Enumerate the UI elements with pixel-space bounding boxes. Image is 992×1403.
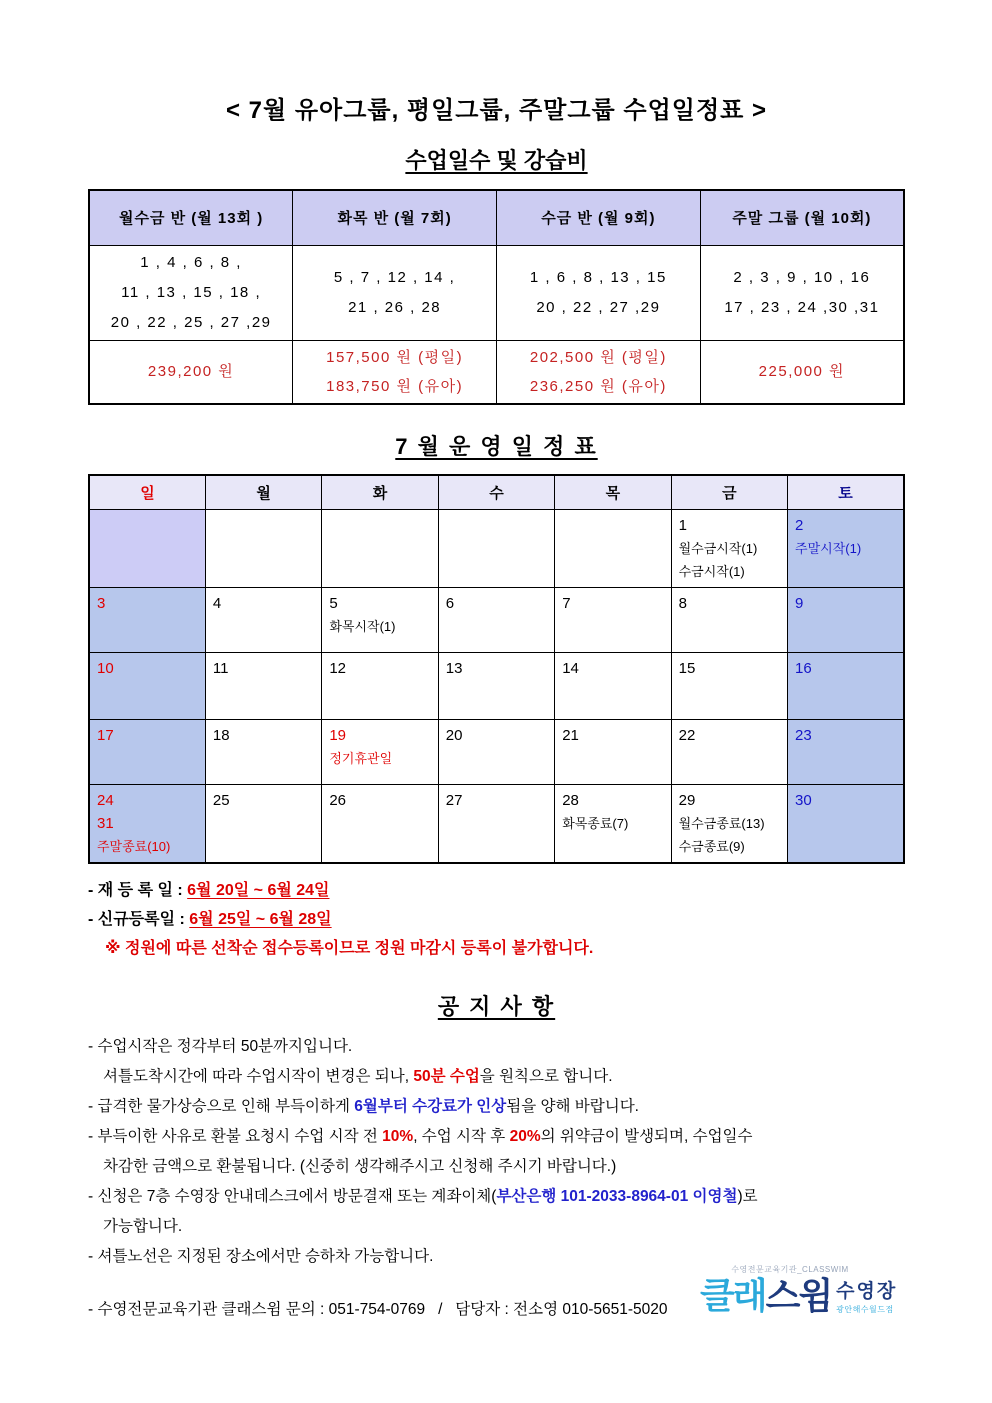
day-number: 11	[212, 659, 229, 677]
day-number: 16	[795, 659, 812, 677]
reregistration-label: - 재 등 록 일 :	[88, 881, 188, 899]
day-number: 13	[445, 659, 463, 677]
weekday-sunday: 일	[89, 475, 205, 509]
calendar-cell-jul-19	[322, 719, 438, 784]
calendar-cell-empty	[205, 509, 321, 587]
fee-table-price-row	[89, 340, 904, 404]
day-number: 14	[562, 659, 579, 677]
calendar-cell-jul-17	[89, 719, 205, 784]
reregistration-line	[88, 876, 905, 905]
day-note: 주말시작(1)	[795, 540, 862, 556]
calendar-cell-jul-2	[788, 509, 904, 587]
day-note: 월수금종료(13)	[678, 815, 765, 831]
notice-line: 셔틀도착시간에 따라 수업시작이 변경은 되나, 50분 수업을 원칙으로 합니다.	[103, 1067, 613, 1085]
day-number: 25	[212, 791, 230, 809]
day-number: 9	[795, 594, 804, 612]
weekday-saturday: 토	[788, 475, 904, 509]
day-number: 4	[212, 594, 222, 612]
day-note: 주말종료(10)	[97, 838, 171, 854]
day-number: 24	[97, 791, 114, 809]
logo-suffix: 수영장	[836, 1281, 898, 1302]
day-number: 28	[562, 791, 579, 809]
calendar-week-1	[89, 509, 904, 587]
calendar-week-4	[89, 719, 904, 784]
contact-line: - 수영전문교육기관 클래스윔 문의 : 051-754-0769 / 담당자 : 전소영 010-5651-5020	[88, 1300, 668, 1318]
day-number: 5	[329, 594, 338, 612]
fee-col-header-wf: 수금 반 (월 9회)	[497, 190, 701, 245]
day-number: 20	[445, 726, 463, 744]
logo-right-block	[836, 1276, 897, 1315]
calendar-cell-jul-22	[671, 719, 787, 784]
calendar-cell-jul-27	[438, 784, 554, 863]
calendar-cell-jul-18	[205, 719, 321, 784]
calendar-cell-jul-1	[671, 509, 787, 587]
fee-days-cell-weekend: 2 , 3 , 9 , 10 , 16 17 , 23 , 24 ,30 ,31	[700, 245, 904, 340]
calendar-cell-jul-28	[555, 784, 671, 863]
calendar-cell-empty	[89, 509, 205, 587]
calendar-cell-jul-24-31	[89, 784, 205, 863]
day-note: 화목시작(1)	[329, 618, 396, 634]
day-number: 19	[329, 726, 347, 744]
calendar-cell-jul-14	[555, 652, 671, 719]
calendar-cell-jul-8	[671, 587, 787, 652]
notice-line: - 급격한 물가상승으로 인해 부득이하게 6월부터 수강료가 인상됨을 양해 바랍니다.	[88, 1097, 639, 1115]
day-number: 6	[445, 594, 455, 612]
day-number: 8	[678, 594, 687, 612]
logo-name: 클래스윔	[700, 1275, 832, 1316]
weekday-friday: 금	[671, 475, 787, 509]
classwim-logo	[700, 1264, 942, 1316]
reregistration-period: 6월 20일 ~ 6월 24일	[187, 881, 330, 899]
calendar-cell-jul-10	[89, 652, 205, 719]
notice-line: - 셔틀노선은 지정된 장소에서만 승하차 가능합니다.	[88, 1247, 434, 1265]
fee-price-cell-wf: 202,500 원 (평일) 236,250 원 (유아)	[497, 340, 701, 404]
calendar-cell-jul-13	[438, 652, 554, 719]
day-note: 월수금시작(1)	[678, 540, 758, 556]
day-number: 17	[97, 726, 114, 744]
weekday-thursday: 목	[555, 475, 671, 509]
logo-tagline: 수영전문교육기관_CLASSWIM	[731, 1265, 849, 1274]
calendar-cell-empty	[322, 509, 438, 587]
day-number: 21	[562, 726, 579, 744]
day-note: 정기휴관일	[329, 750, 393, 766]
notice-list	[88, 1032, 905, 1272]
day-number: 22	[678, 726, 696, 744]
notice-line: - 수업시작은 정각부터 50분까지입니다.	[88, 1037, 353, 1055]
day-number: 1	[678, 516, 687, 534]
calendar-cell-jul-12	[322, 652, 438, 719]
calendar-cell-jul-16	[788, 652, 904, 719]
day-number: 30	[795, 791, 812, 809]
weekday-monday: 월	[205, 475, 321, 509]
notice-section-title: 공 지 사 항	[437, 993, 556, 1019]
fee-days-cell-mwf: 1 , 4 , 6 , 8 , 11 , 13 , 15 , 18 , 20 , 22 , 25 , 27 ,29	[89, 245, 293, 340]
day-number: 3	[97, 594, 106, 612]
logo-branch: 광안해수월드점	[836, 1305, 894, 1314]
weekday-wednesday: 수	[438, 475, 554, 509]
calendar-table	[88, 474, 905, 864]
day-number: 18	[212, 726, 230, 744]
new-registration-label: - 신규등록일 :	[88, 910, 190, 928]
day-number: 27	[445, 791, 463, 809]
calendar-cell-jul-9	[788, 587, 904, 652]
calendar-cell-jul-23	[788, 719, 904, 784]
day-number: 2	[795, 516, 804, 534]
registration-warning: ※ 정원에 따른 선착순 접수등록이므로 정원 마감시 등록이 불가합니다.	[105, 939, 594, 957]
calendar-weekday-row	[89, 475, 904, 509]
calendar-cell-jul-4	[205, 587, 321, 652]
registration-section	[88, 876, 905, 963]
fee-price-cell-mwf: 239,200 원	[89, 340, 293, 404]
calendar-week-2	[89, 587, 904, 652]
calendar-cell-jul-11	[205, 652, 321, 719]
calendar-cell-jul-3	[89, 587, 205, 652]
calendar-cell-jul-20	[438, 719, 554, 784]
new-registration-line	[88, 905, 905, 934]
calendar-week-3	[89, 652, 904, 719]
calendar-cell-empty	[555, 509, 671, 587]
fee-col-header-mwf: 월수금 반 (월 13회 )	[89, 190, 293, 245]
page-title: < 7월 유아그룹, 평일그룹, 주말그룹 수업일정표 >	[225, 97, 768, 124]
fee-section-title: 수업일수 및 강습비	[405, 148, 588, 173]
calendar-cell-jul-7	[555, 587, 671, 652]
day-note: 수금종료(9)	[678, 838, 745, 854]
day-number: 23	[795, 726, 812, 744]
calendar-cell-jul-6	[438, 587, 554, 652]
day-number: 12	[329, 659, 347, 677]
calendar-title: 7 월 운 영 일 정 표	[395, 434, 598, 459]
day-note: 수금시작(1)	[678, 563, 745, 579]
calendar-cell-jul-30	[788, 784, 904, 863]
calendar-cell-jul-21	[555, 719, 671, 784]
fee-days-cell-tt: 5 , 7 , 12 , 14 , 21 , 26 , 28	[293, 245, 497, 340]
day-number: 15	[678, 659, 696, 677]
calendar-cell-jul-5	[322, 587, 438, 652]
calendar-cell-jul-25	[205, 784, 321, 863]
calendar-cell-jul-29	[671, 784, 787, 863]
day-number: 26	[329, 791, 347, 809]
weekday-tuesday: 화	[322, 475, 438, 509]
new-registration-period: 6월 25일 ~ 6월 28일	[189, 910, 332, 928]
notice-line: - 부득이한 사유로 환불 요청시 수업 시작 전 10%, 수업 시작 후 20%의 위약금이 발생되며, 수업일수	[88, 1127, 753, 1145]
calendar-cell-jul-15	[671, 652, 787, 719]
fee-table-days-row	[89, 245, 904, 340]
day-number: 10	[97, 659, 114, 677]
day-number: 31	[97, 814, 114, 832]
calendar-week-5	[89, 784, 904, 863]
notice-line: - 신청은 7층 수영장 안내데스크에서 방문결재 또는 계좌이체(부산은행 101-2033-8964-01 이영철)로	[88, 1187, 758, 1205]
day-note: 화목종료(7)	[562, 815, 629, 831]
fee-table-header-row	[89, 190, 904, 245]
fee-table	[88, 189, 905, 405]
logo-name-row	[700, 1276, 942, 1316]
fee-price-cell-tt: 157,500 원 (평일) 183,750 원 (유아)	[293, 340, 497, 404]
fee-col-header-weekend: 주말 그룹 (월 10회)	[700, 190, 904, 245]
day-number: 29	[678, 791, 696, 809]
fee-col-header-tt: 화목 반 (월 7회)	[293, 190, 497, 245]
calendar-cell-empty	[438, 509, 554, 587]
notice-line: 가능합니다.	[103, 1217, 183, 1235]
fee-price-cell-weekend: 225,000 원	[700, 340, 904, 404]
day-number: 7	[562, 594, 571, 612]
fee-days-cell-wf: 1 , 6 , 8 , 13 , 15 20 , 22 , 27 ,29	[497, 245, 701, 340]
notice-line: 차감한 금액으로 환불됩니다. (신중히 생각해주시고 신청해 주시기 바랍니다.)	[103, 1157, 617, 1175]
calendar-cell-jul-26	[322, 784, 438, 863]
